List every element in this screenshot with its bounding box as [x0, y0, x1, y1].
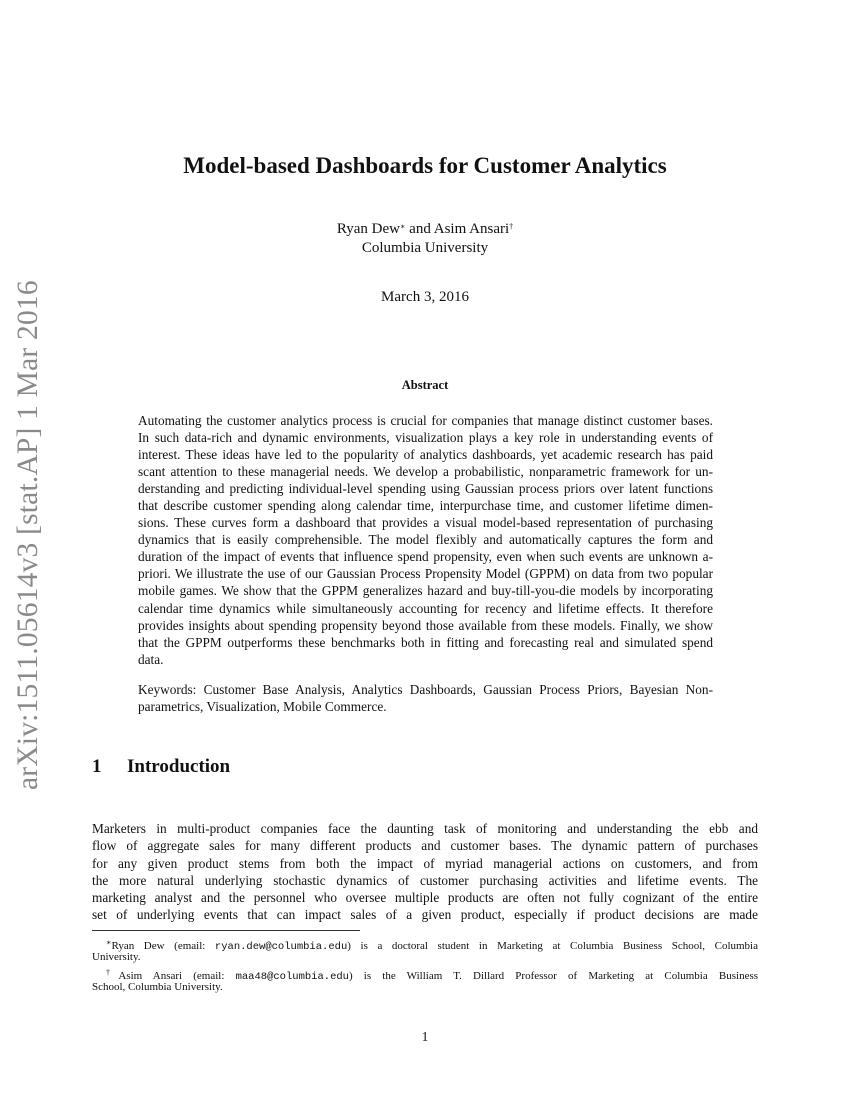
abstract-line: provides insights about spending propensity beyond those available from these models. Finally, we show — [138, 617, 713, 633]
author-2: Asim Ansari — [433, 221, 510, 237]
intro-line: Marketers in multi-product companies face the daunting task of monitoring and understanding the ebb and — [92, 821, 758, 836]
page-number: 1 — [421, 1029, 429, 1044]
abstract-line: interest. These ideas have led to the popularity of analytics dashboards, yet academic research has paid — [138, 447, 713, 463]
keywords-line: Keywords: Customer Base Analysis, Analytics Dashboards, Gaussian Process Priors, Bayesian Non- — [138, 682, 713, 697]
abstract-line: duration of the impact of events that influence spend propensity, even when such events are unknown a- — [138, 549, 713, 565]
footnote-1 — [92, 935, 758, 965]
introduction-body — [92, 820, 758, 924]
authors — [0, 221, 850, 238]
abstract-line: sions. These curves form a dashboard that provides a visual model-based representation of purchasing — [138, 515, 713, 531]
email-link[interactable]: maa48@columbia.edu — [235, 971, 349, 983]
footnote-line: University. — [92, 951, 141, 963]
intro-line: flow of aggregate sales for many different products and customer bases. The dynamic pattern of purchases — [92, 838, 758, 854]
abstract-line: priori. We illustrate the use of our Gaussian Process Propensity Model (GPPM) on data from two popular — [138, 566, 713, 582]
footnote-2 — [92, 965, 758, 995]
footnote-text: ) is a doctoral student in Marketing at Columbia Business School, Columbia — [347, 940, 758, 952]
footnote-line — [92, 935, 758, 953]
abstract-line: dynamics that is easily comprehensible. The model flexibly and automatically captures the form and — [138, 532, 713, 548]
intro-line: for any given product stems from both the impact of myriad managerial actions on customers, and from — [92, 855, 758, 871]
keywords-line: parametrics, Visualization, Mobile Commerce. — [138, 699, 387, 715]
keywords — [138, 681, 713, 715]
section-heading — [92, 756, 230, 778]
abstract-line: that the GPPM outperforms these benchmarks both in fitting and forecasting real and simulated spend — [138, 634, 713, 650]
abstract-line: derstanding and predicting individual-level spending using Gaussian process priors over latent functions — [138, 481, 713, 497]
affiliation: Columbia University — [361, 240, 489, 256]
abstract-line: mobile games. We show that the GPPM generalizes hazard and buy-till-you-die models by incorporating — [138, 583, 713, 599]
footnote-line: School, Columbia University. — [92, 981, 223, 993]
section-title: Introduction — [127, 756, 231, 777]
author-1-mark: ∗ — [399, 222, 406, 231]
date: March 3, 2016 — [381, 289, 469, 305]
abstract-body — [138, 412, 713, 668]
author-2-mark: † — [509, 222, 514, 231]
paper-title: Model-based Dashboards for Customer Analytics — [183, 153, 667, 178]
email-link[interactable]: ryan.dew@columbia.edu — [214, 941, 348, 953]
footnote-mark: ∗ — [106, 938, 112, 947]
abstract-line: calendar time dynamics while simultaneously accounting for recency and lifetime effects. It therefore — [138, 600, 713, 616]
abstract-line: data. — [138, 651, 164, 667]
intro-line: set of underlying events that can impact sales of a given product, especially if product decisions are made — [92, 907, 758, 923]
abstract-line: that describe customer spending along calendar time, interpurchase time, and customer lifetime dimen- — [138, 498, 713, 514]
arxiv-stamp: arXiv:1511.05614v3 [stat.AP] 1 Mar 2016 — [12, 280, 44, 790]
footnote-rule — [92, 930, 360, 931]
abstract-line: In such data-rich and dynamic environments, visualization plays a key role in understanding events of — [138, 430, 713, 446]
footnote-text: Ryan Dew (email: — [111, 940, 215, 952]
abstract-line: scant attention to these managerial needs. We develop a probabilistic, nonparametric framework for un- — [138, 464, 713, 480]
authors-joiner: and — [405, 221, 434, 237]
footnote-line — [92, 965, 759, 983]
section-number: 1 — [92, 756, 102, 777]
abstract-heading: Abstract — [401, 378, 449, 392]
author-1: Ryan Dew — [336, 221, 400, 237]
intro-line: marketing analyst and the personnel who oversee multiple products are often not fully cognizant of the entire — [92, 890, 758, 906]
footnote-text: Asim Ansari (email: — [118, 970, 236, 982]
footnote-text: ) is the William T. Dillard Professor of Marketing at Columbia Business — [348, 970, 759, 982]
footnote-mark: † — [106, 968, 119, 977]
intro-line: the more natural underlying stochastic dynamics of customer purchasing activities and lifetime events. The — [92, 872, 758, 888]
abstract-line: Automating the customer analytics process is crucial for companies that manage distinct customer bases. — [138, 413, 713, 428]
